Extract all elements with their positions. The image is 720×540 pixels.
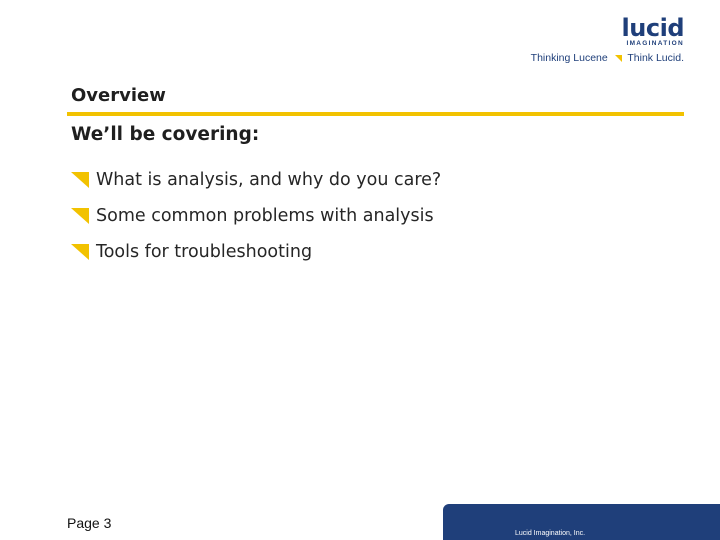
bullet-triangle-icon [71,208,89,224]
bullet-triangle-icon [71,172,89,188]
logo-subtitle: IMAGINATION [626,40,684,47]
bullet-text: What is analysis, and why do you care? [96,170,442,190]
page-number: Page 3 [67,515,112,531]
section-title: Overview [71,85,166,106]
logo-tagline [531,52,684,64]
bullet-item [71,234,441,270]
footer-bar [443,504,720,540]
triangle-marker-icon [615,55,622,62]
slide-subheading: We’ll be covering: [71,124,260,145]
bullet-text: Tools for troubleshooting [96,242,313,262]
copyright-text: Lucid Imagination, Inc. [515,530,586,537]
bullet-item [71,162,441,198]
logo-wordmark: lucid [621,14,684,42]
title-divider [67,112,684,116]
bullet-text: Some common problems with analysis [96,206,434,226]
bullet-triangle-icon [71,244,89,260]
tagline-right: Think Lucid. [627,52,684,64]
tagline-left: Thinking Lucene [530,52,608,64]
company-logo [524,14,684,66]
bullet-list [71,162,441,270]
bullet-item [71,198,441,234]
